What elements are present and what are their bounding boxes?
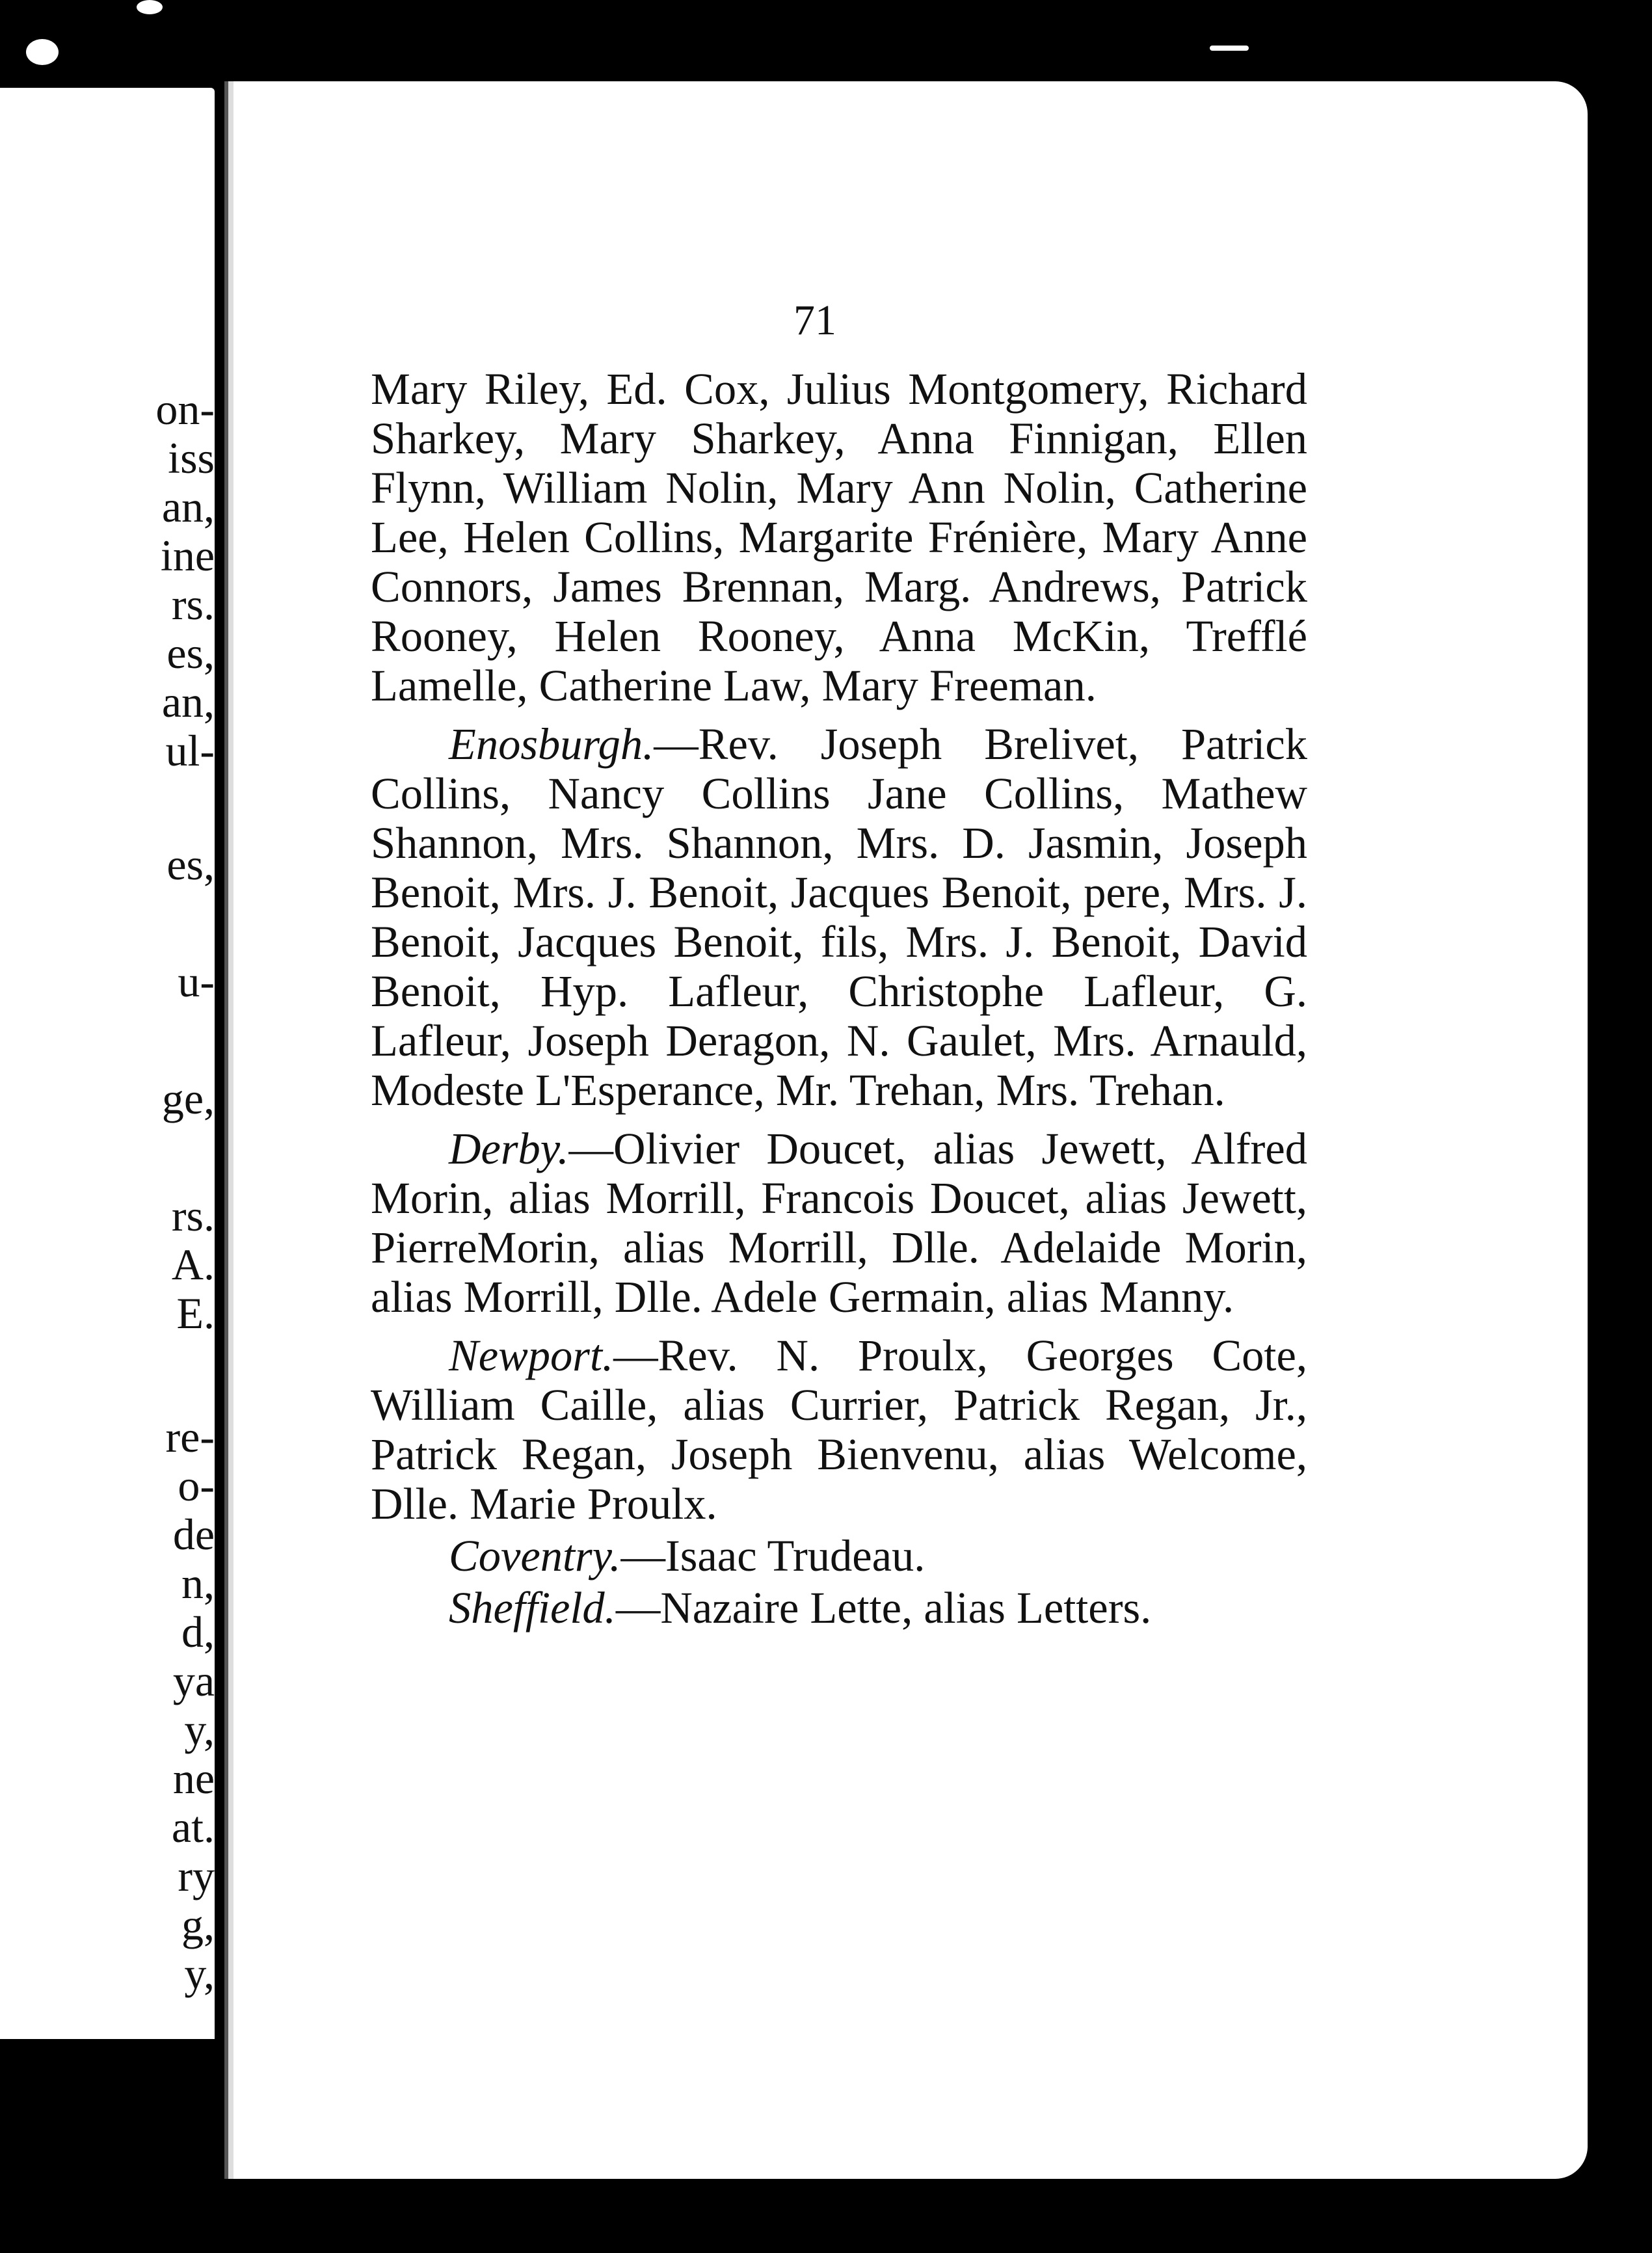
left-fragment: u- — [178, 957, 215, 1006]
paragraph-text: —Nazaire Lette, alias Letters. — [615, 1583, 1152, 1633]
left-fragment: ge, — [161, 1074, 215, 1123]
left-fragment: at. — [171, 1802, 215, 1852]
paragraph-text: —Isaac Trudeau. — [620, 1531, 926, 1580]
left-fragment: es, — [167, 840, 215, 889]
paragraph-derby — [371, 1124, 1307, 1322]
paragraph-text: —Rev. Joseph Brelivet, Patrick Collins, Nancy Collins Jane Collins, Mathew Shannon, Mrs. Shannon, Mrs. D. Jasmin, Joseph Benoit, Mrs. J. Benoit, Jacques Benoit, pere, Mrs. J. Benoit, Jacques Benoit, fils, Mrs. J. Benoit, David Benoit, Hyp. Lafleur, Christophe Lafleur, G. Lafleur, Joseph Deragon, N. Gaulet, Mrs. Arnauld, Modeste L'Esperance, Mr. Trehan, Mrs. Trehan. — [371, 719, 1307, 1115]
left-fragment: y, — [184, 1949, 215, 1998]
left-fragment: ry — [178, 1851, 215, 1900]
paragraph — [371, 364, 1307, 710]
left-fragment: es, — [167, 628, 215, 678]
place-name: Enosburgh. — [449, 719, 654, 769]
dust-speck — [26, 39, 59, 65]
place-name: Sheffield. — [449, 1583, 616, 1633]
paragraph-enosburgh — [371, 719, 1307, 1115]
left-fragment: ne — [172, 1753, 215, 1803]
left-fragment: ya — [172, 1656, 215, 1705]
left-fragment: g, — [181, 1900, 215, 1949]
left-fragment: rs. — [171, 1191, 215, 1240]
text-block — [371, 364, 1307, 1635]
left-fragment: n, — [181, 1558, 215, 1608]
dust-speck — [137, 0, 163, 14]
paragraph-text: —Olivier Doucet, alias Jewett, Alfred Morin, alias Morrill, Francois Doucet, alias Jewett, PierreMorin, alias Morrill, Dlle. Adelaide Morin, alias Morrill, Dlle. Adele Germain, alias Manny. — [371, 1124, 1307, 1322]
left-fragment: iss — [168, 433, 215, 483]
place-name: Coventry. — [449, 1531, 621, 1580]
left-fragment: rs. — [171, 580, 215, 629]
left-fragment: ine — [160, 531, 215, 580]
left-fragment: o- — [178, 1461, 215, 1510]
place-name: Newport. — [449, 1331, 614, 1380]
left-fragment: on- — [155, 384, 215, 434]
left-fragment: de — [172, 1510, 215, 1559]
paragraph-coventry — [371, 1531, 1307, 1580]
left-fragment: y, — [184, 1705, 215, 1754]
left-fragment: an, — [161, 677, 215, 727]
paragraph-sheffield — [371, 1583, 1307, 1633]
page-number: 71 — [793, 297, 836, 344]
paragraph-text: Mary Riley, Ed. Cox, Julius Montgomery, Richard Sharkey, Mary Sharkey, Anna Finnigan, Ellen Flynn, William Nolin, Mary Ann Nolin, Catherine Lee, Helen Collins, Margarite Frénière, Mary Anne Connors, James Brennan, Marg. Andrews, Patrick Rooney, Helen Rooney, Anna McKin, Trefflé Lamelle, Catherine Law, Mary Freeman. — [371, 364, 1307, 710]
place-name: Derby. — [449, 1124, 569, 1173]
left-fragment: ul- — [165, 726, 215, 775]
paragraph-newport — [371, 1331, 1307, 1528]
left-page — [0, 88, 215, 2039]
dust-speck — [1210, 46, 1249, 51]
left-fragment: an, — [161, 482, 215, 531]
left-fragment: re- — [165, 1412, 215, 1461]
left-fragment: E. — [176, 1288, 215, 1338]
left-fragment: A. — [171, 1240, 215, 1289]
left-fragment: d, — [181, 1607, 215, 1657]
paragraph-text: —Rev. N. Proulx, Georges Cote, William Caille, alias Currier, Patrick Regan, Jr., Patrick Regan, Joseph Bienvenu, alias Welcome, Dlle. Marie Proulx. — [371, 1331, 1307, 1528]
